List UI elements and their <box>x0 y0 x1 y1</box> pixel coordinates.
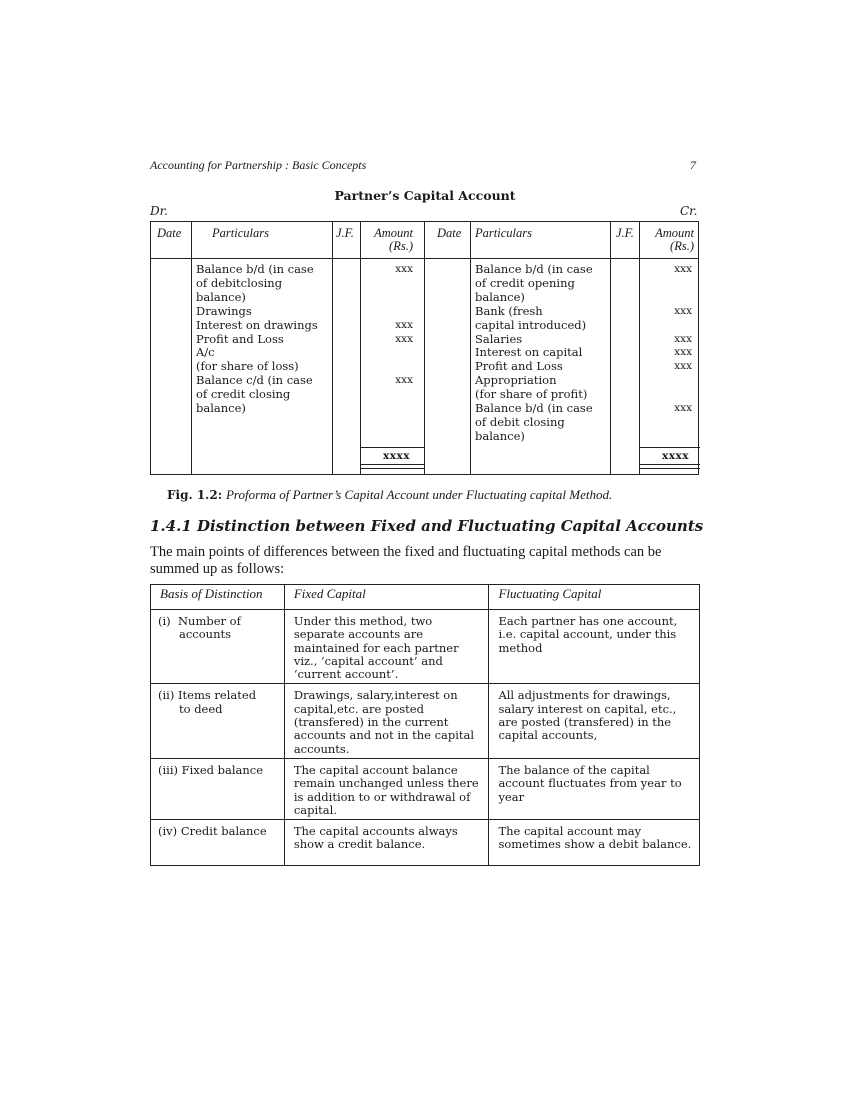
capital-account-ledger <box>150 221 699 475</box>
debit-amounts: xxx xxx xxx xxx <box>395 263 413 387</box>
credit-label: Cr. <box>680 204 698 218</box>
table-row <box>151 758 700 819</box>
header-fixed: Fixed Capital <box>284 585 489 610</box>
running-header: Accounting for Partnership : Basic Concepts <box>150 158 367 172</box>
table-row <box>151 684 700 758</box>
basis-cell: (iii) Fixed balance <box>151 758 285 819</box>
fluctuating-cell: Each partner has one account, i.e. capital account, under this method <box>489 610 700 684</box>
figure-caption: Fig. 1.2: Proforma of Partner’s Capital Account under Fluctuating capital Method. <box>167 487 613 502</box>
header-date-credit: Date <box>437 226 462 240</box>
header-jf-credit: J.F. <box>616 226 634 240</box>
intro-paragraph: The main points of differences between the fixed and fluctuating capital methods can be summed up as follows: <box>150 544 662 577</box>
credit-amounts: xxx xxx xxx xxx xxx xxx <box>674 263 692 415</box>
header-basis: Basis of Distinction <box>151 585 285 610</box>
header-jf-debit: J.F. <box>336 226 354 240</box>
table-row <box>151 820 700 866</box>
header-date-debit: Date <box>157 226 182 240</box>
fixed-cell: The capital accounts always show a credit balance. <box>284 820 489 866</box>
header-amount-debit: Amount (Rs.) <box>374 226 413 253</box>
fluctuating-cell: All adjustments for drawings, salary interest on capital, etc., are posted (transfered) in the capital accounts, <box>489 684 700 758</box>
header-fluctuating: Fluctuating Capital <box>489 585 700 610</box>
section-heading: 1.4.1 Distinction between Fixed and Fluctuating Capital Accounts <box>150 517 704 535</box>
header-amount-credit: Amount (Rs.) <box>655 226 694 253</box>
fixed-cell: Under this method, two separate accounts are maintained for each partner viz., ‘capital account’ and ‘current account’. <box>284 610 489 684</box>
fixed-cell: The capital account balance remain unchanged unless there is addition to or withdrawal of capital. <box>284 758 489 819</box>
page-number: 7 <box>690 158 696 172</box>
fixed-cell: Drawings, salary,interest on capital,etc. are posted (transfered) in the current accounts and not in the capital accounts. <box>284 684 489 758</box>
debit-particulars: Balance b/d (in case of debitclosing balance) Drawings Interest on drawings Profit and Loss A/c (for share of loss) Balance c/d (in case of credit closing balance) <box>196 262 318 416</box>
distinction-table <box>150 584 700 866</box>
basis-cell: (iv) Credit balance <box>151 820 285 866</box>
credit-total: xxxx <box>662 450 690 462</box>
table-header-row <box>151 585 700 610</box>
fluctuating-cell: The balance of the capital account fluctuates from year to year <box>489 758 700 819</box>
debit-total: xxxx <box>383 450 411 462</box>
credit-particulars: Balance b/d (in case of credit opening balance) Bank (fresh capital introduced) Salaries Interest on capital Profit and Loss Appropriation (for share of profit) Balance b/d (in case of debit closing balance) <box>475 262 593 443</box>
basis-cell: (i) Number of accounts <box>151 610 285 684</box>
account-title: Partner’s Capital Account <box>334 188 516 203</box>
fluctuating-cell: The capital account may sometimes show a debit balance. <box>489 820 700 866</box>
basis-cell: (ii) Items related to deed <box>151 684 285 758</box>
debit-label: Dr. <box>150 204 168 218</box>
table-row <box>151 610 700 684</box>
header-particulars-debit: Particulars <box>212 226 269 240</box>
header-particulars-credit: Particulars <box>475 226 532 240</box>
